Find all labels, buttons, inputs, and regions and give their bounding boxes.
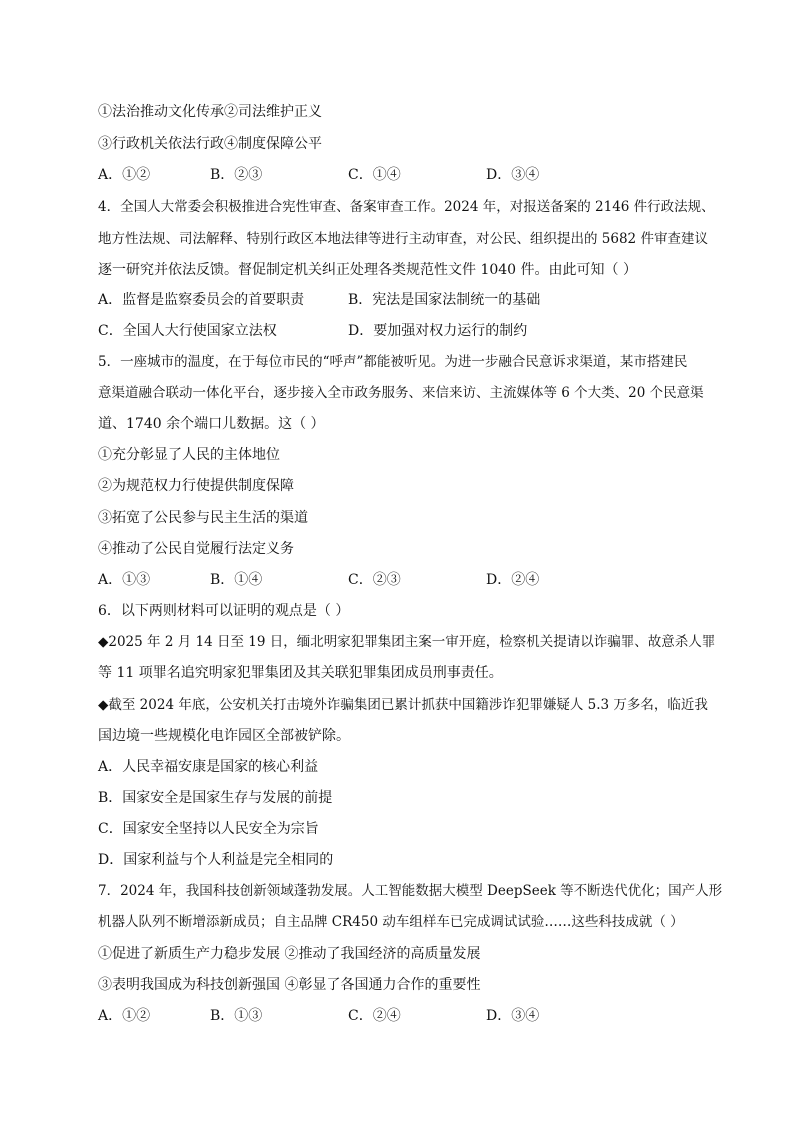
q6-option-a[interactable]: A．人民幸福安康是国家的核心利益: [98, 759, 319, 775]
q7-option-c[interactable]: C．②④: [348, 1008, 401, 1024]
q3-choice-line-2: ③行政机关依法行政④制度保障公平: [98, 136, 322, 152]
q5-choice-3: ③拓宽了公民参与民主生活的渠道: [98, 510, 308, 526]
q4-option-b[interactable]: B．宪法是国家法制统一的基础: [348, 292, 541, 308]
q6-material-line-1: ◆2025 年 2 月 14 日至 19 日，缅北明家犯罪集团主案一审开庭，检察机关提请以诈骗罪、故意杀人罪: [98, 634, 716, 650]
q7-stem-line-1: 7．2024 年，我国科技创新领域蓬勃发展。人工智能数据大模型 DeepSeek 等不断迭代优化；国产人形: [98, 883, 723, 899]
q5-stem-line-1: 5．一座城市的温度，在于每位市民的“呼声”都能被听见。为进一步融合民意诉求渠道，某市搭建民: [98, 354, 688, 370]
q6-option-d[interactable]: D．国家利益与个人利益是完全相同的: [98, 852, 334, 868]
q3-option-b[interactable]: B．②③: [210, 167, 263, 183]
q3-option-c[interactable]: C．①④: [348, 167, 401, 183]
q7-option-a[interactable]: A．①②: [98, 1008, 151, 1024]
q5-choice-1: ①充分彰显了人民的主体地位: [98, 447, 280, 463]
q5-option-a[interactable]: A．①③: [98, 572, 151, 588]
q4-stem-line-2: 地方性法规、司法解释、特别行政区本地法律等进行主动审查，对公民、组织提出的 5682 件审查建议: [98, 231, 708, 247]
q4-option-a[interactable]: A．监督是监察委员会的首要职责: [98, 292, 305, 308]
q6-material-line-2: 等 11 项罪名追究明家犯罪集团及其关联犯罪集团成员刑事责任。: [98, 665, 503, 681]
q6-material-line-3: ◆截至 2024 年底，公安机关打击境外诈骗集团已累计抓获中国籍涉诈犯罪嫌疑人 5.3 万多名，临近我: [98, 697, 708, 713]
q4-option-d[interactable]: D．要加强对权力运行的制约: [348, 323, 528, 339]
q7-option-d[interactable]: D．③④: [486, 1008, 540, 1024]
q6-material-line-4: 国边境一些规模化电诈园区全部被铲除。: [98, 728, 350, 744]
q4-option-c[interactable]: C．全国人大行使国家立法权: [98, 323, 277, 339]
q5-choice-4: ④推动了公民自觉履行法定义务: [98, 541, 294, 557]
q5-option-b[interactable]: B．①④: [210, 572, 263, 588]
q5-option-d[interactable]: D．②④: [486, 572, 540, 588]
q5-choice-2: ②为规范权力行使提供制度保障: [98, 478, 294, 494]
q7-choice-line-2: ③表明我国成为科技创新强国 ④彰显了各国通力合作的重要性: [98, 977, 481, 993]
q7-choice-line-1: ①促进了新质生产力稳步发展 ②推动了我国经济的高质量发展: [98, 946, 481, 962]
q5-stem-line-2: 意渠道融合联动一体化平台，逐步接入全市政务服务、来信来访、主流媒体等 6 个大类、20 个民意渠: [98, 385, 704, 401]
q5-option-c[interactable]: C．②③: [348, 572, 401, 588]
q6-option-c[interactable]: C．国家安全坚持以人民安全为宗旨: [98, 821, 319, 837]
q3-option-d[interactable]: D．③④: [486, 167, 540, 183]
q4-stem-line-1: 4．全国人大常委会积极推进合宪性审查、备案审查工作。2024 年，对报送备案的 2146 件行政法规、: [98, 199, 715, 215]
q4-stem-line-3: 逐一研究并依法反馈。督促制定机关纠正处理各类规范性文件 1040 件。由此可知（ ）: [98, 262, 637, 278]
q7-option-b[interactable]: B．①③: [210, 1008, 263, 1024]
q6-option-b[interactable]: B．国家安全是国家生存与发展的前提: [98, 790, 333, 806]
q3-option-a[interactable]: A．①②: [98, 167, 151, 183]
q6-stem: 6．以下两则材料可以证明的观点是（ ）: [98, 603, 350, 619]
q5-stem-line-3: 道、1740 余个端口儿数据。这（ ）: [98, 416, 325, 432]
q7-stem-line-2: 机器人队列不断增添新成员；自主品牌 CR450 动车组样车已完成调试试验……这些科技成就（ ）: [98, 914, 684, 930]
q3-choice-line-1: ①法治推动文化传承②司法维护正义: [98, 104, 322, 120]
